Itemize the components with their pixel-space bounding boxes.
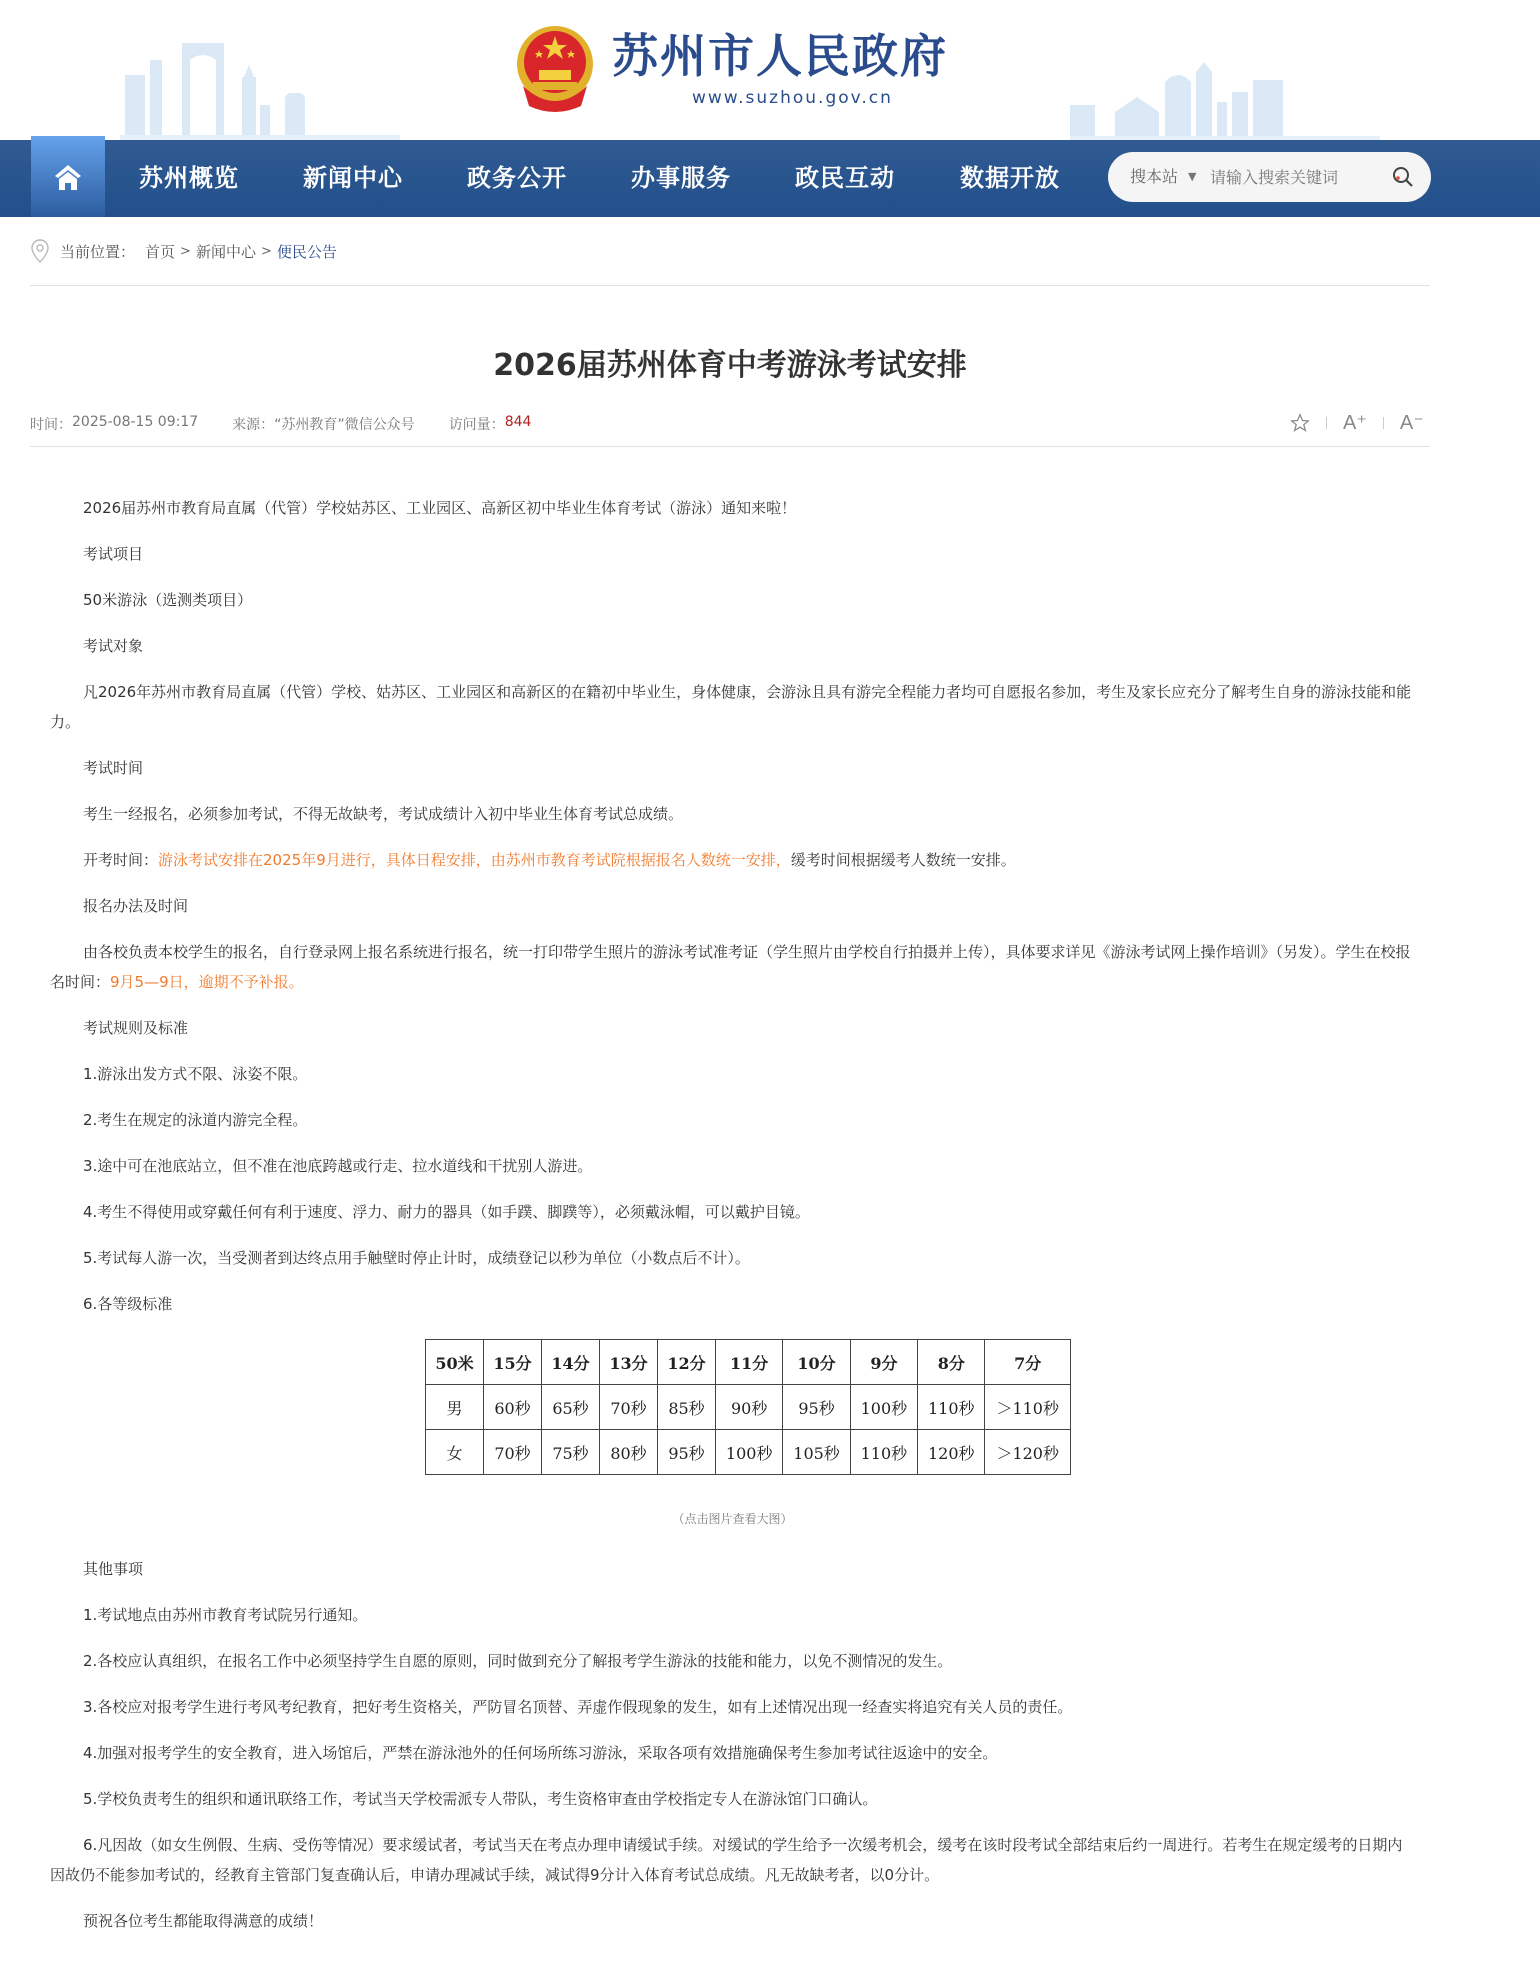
search-input[interactable] xyxy=(1210,162,1390,192)
rule-item: 4.考生不得使用或穿戴任何有利于速度、浮力、耐力的器具（如手蹼、脚蹼等），必须戴泳帽，可以戴护目镜。 xyxy=(83,1203,810,1221)
nav-item-suzhou-overview[interactable]: 苏州概览 xyxy=(139,164,239,192)
breadcrumb-current[interactable]: 便民公告 xyxy=(276,242,337,261)
table-cell: 110秒 xyxy=(850,1430,917,1475)
grade-standard-image[interactable] xyxy=(425,1339,1071,1475)
nav-item-open-data[interactable]: 数据开放 xyxy=(960,164,1060,192)
table-cell: 70秒 xyxy=(600,1385,658,1430)
table-header-cell: 50米 xyxy=(426,1340,484,1385)
table-cell: 男 xyxy=(426,1385,484,1430)
other-item: 5.学校负责考生的组织和通讯联络工作，考试当天学校需派专人带队，考生资格审查由学校指定专人在游泳馆门口确认。 xyxy=(83,1790,878,1808)
tool-divider xyxy=(1383,417,1384,429)
national-emblem-logo xyxy=(515,24,595,112)
other-item: 3.各校应对报考学生进行考风考纪教育，把好考生资格关，严防冒名顶替、弄虚作假现象的发生，如有上述情况出现一经查实将追究有关人员的责任。 xyxy=(83,1698,1073,1716)
other-item: 6.凡因故（如女生例假、生病、受伤等情况）要求缓试者，考试当天在考点办理申请缓试手续。对缓试的学生给予一次缓考机会，缓考在该时段考试全部结束后约一周进行。若考生在规定缓考的日期内因故仍不能参加考试的，经教育主管部门复查确认后，申请办理减试手续，减试得9分计入体育考试总成绩。凡无故缺考者，以0分计。 xyxy=(50,1836,1403,1884)
publish-time: 2025-08-15 09:17 xyxy=(72,414,199,430)
skyline-right-decoration xyxy=(1070,60,1380,140)
article-content-continued xyxy=(50,1504,1415,1952)
table-cell: 100秒 xyxy=(850,1385,917,1430)
table-cell: 70秒 xyxy=(484,1430,542,1475)
search-scope-select[interactable]: 搜本站 xyxy=(1130,167,1179,186)
table-header-cell: 8分 xyxy=(918,1340,985,1385)
section-heading: 报名办法及时间 xyxy=(83,897,189,915)
registration-deadline: 9月5—9日，逾期不予补报。 xyxy=(110,973,304,991)
closing-paragraph: 预祝各位考生都能取得满意的成绩！ xyxy=(83,1912,324,1930)
rule-item: 1.游泳出发方式不限、泳姿不限。 xyxy=(83,1065,308,1083)
home-icon xyxy=(53,163,83,191)
section-heading: 其他事项 xyxy=(83,1560,144,1578)
table-cell: 120秒 xyxy=(918,1430,985,1475)
article-tools xyxy=(1290,410,1424,435)
caret-down-icon[interactable]: ▼ xyxy=(1188,170,1197,183)
table-header-cell: 12分 xyxy=(658,1340,716,1385)
nav-item-interaction[interactable]: 政民互动 xyxy=(795,164,895,192)
section-heading: 考试对象 xyxy=(83,637,144,655)
tool-divider xyxy=(1326,417,1327,429)
table-cell: 110秒 xyxy=(918,1385,985,1430)
font-decrease-button[interactable]: A⁻ xyxy=(1399,412,1424,434)
registration-text: 由各校负责本校学生的报名，自行登录网上报名系统进行报名，统一打印带学生照片的游泳考试准考证（学生照片由学校自行拍摄并上传），具体要求详见《游泳考试网上操作培训》（另发）。学生在校报名时间： xyxy=(50,943,1411,991)
views-label: 访问量： xyxy=(448,417,505,433)
grade-standard-table xyxy=(425,1339,1071,1475)
table-cell: 85秒 xyxy=(658,1385,716,1430)
breadcrumb-separator: > xyxy=(180,243,191,259)
search-box xyxy=(1108,152,1431,202)
rule-item: 6.各等级标准 xyxy=(83,1295,173,1313)
table-header-row xyxy=(426,1340,1071,1385)
breadcrumb-separator: > xyxy=(260,243,272,259)
table-header-cell: 10分 xyxy=(783,1340,850,1385)
star-icon xyxy=(1290,413,1310,433)
table-header-cell: 15分 xyxy=(484,1340,542,1385)
table-cell: ＞110秒 xyxy=(985,1385,1071,1430)
table-row-male xyxy=(426,1385,1071,1430)
table-header-cell: 13分 xyxy=(600,1340,658,1385)
image-caption[interactable]: （点击图片查看大图） xyxy=(672,1512,793,1526)
breadcrumb-home[interactable]: 首页 xyxy=(145,242,176,261)
rule-item: 5.考试每人游一次，当受测者到达终点用手触壁时停止计时，成绩登记以秒为单位（小数点后不计）。 xyxy=(83,1249,750,1267)
table-header-cell: 9分 xyxy=(850,1340,917,1385)
table-cell: ＞120秒 xyxy=(985,1430,1071,1475)
start-time-paragraph xyxy=(50,845,1415,875)
section-heading: 考试时间 xyxy=(83,759,144,777)
time-paragraph: 考生一经报名，必须参加考试，不得无故缺考，考试成绩计入初中毕业生体育考试总成绩。 xyxy=(83,805,684,823)
breadcrumb-news-center[interactable]: 新闻中心 xyxy=(195,242,256,261)
site-header xyxy=(0,0,1540,140)
table-cell: 105秒 xyxy=(783,1430,850,1475)
nav-item-government-affairs[interactable]: 政务公开 xyxy=(467,164,567,192)
table-cell: 100秒 xyxy=(716,1430,783,1475)
table-cell: 90秒 xyxy=(716,1385,783,1430)
table-cell: 65秒 xyxy=(542,1385,600,1430)
main-nav xyxy=(0,140,1540,217)
article-meta xyxy=(30,414,531,434)
font-increase-button[interactable]: A⁺ xyxy=(1343,412,1367,434)
table-cell: 60秒 xyxy=(484,1385,542,1430)
table-header-cell: 14分 xyxy=(542,1340,600,1385)
rule-item: 2.考生在规定的泳道内游完全程。 xyxy=(83,1111,308,1129)
rule-item: 3.途中可在池底站立，但不准在池底跨越或行走、拉水道线和干扰别人游进。 xyxy=(83,1157,593,1175)
table-row-female xyxy=(426,1430,1071,1475)
table-cell: 女 xyxy=(426,1430,484,1475)
source-value: “苏州教育”微信公众号 xyxy=(274,417,415,433)
nav-item-news-center[interactable]: 新闻中心 xyxy=(303,164,403,192)
breadcrumb xyxy=(30,238,337,264)
search-icon[interactable] xyxy=(1391,165,1415,189)
start-highlight: 游泳考试安排在2025年9月进行，具体日程安排，由苏州市教育考试院根据报名人数统一安排， xyxy=(158,851,791,869)
divider xyxy=(30,285,1430,286)
section-heading: 考试规则及标准 xyxy=(83,1019,189,1037)
table-header-cell: 7分 xyxy=(985,1340,1071,1385)
site-url: www.suzhou.gov.cn xyxy=(692,88,893,108)
exam-item: 50米游泳（选测类项目） xyxy=(83,591,253,609)
table-cell: 75秒 xyxy=(542,1430,600,1475)
site-title[interactable]: 苏州市人民政府 xyxy=(612,29,948,83)
favorite-button[interactable] xyxy=(1290,413,1310,433)
section-heading: 考试项目 xyxy=(83,545,144,563)
location-pin-icon xyxy=(30,239,50,263)
nav-item-services[interactable]: 办事服务 xyxy=(631,164,731,192)
time-label: 时间： xyxy=(30,417,72,433)
target-paragraph: 凡2026年苏州市教育局直属（代管）学校、姑苏区、工业园区和高新区的在籍初中毕业生，身体健康，会游泳且具有游完全程能力者均可自愿报名参加，考生及家长应充分了解考生自身的游泳技能和能力。 xyxy=(50,683,1412,731)
other-item: 2.各校应认真组织，在报名工作中必须坚持学生自愿的原则，同时做到充分了解报考学生游泳的技能和能力，以免不测情况的发生。 xyxy=(83,1652,953,1670)
other-item: 4.加强对报考学生的安全教育，进入场馆后，严禁在游泳池外的任何场所练习游泳，采取各项有效措施确保考生参加考试往返途中的安全。 xyxy=(83,1744,998,1762)
table-cell: 95秒 xyxy=(658,1430,716,1475)
divider xyxy=(30,446,1430,447)
views-count: 844 xyxy=(504,414,532,430)
article-content xyxy=(50,488,1415,1335)
registration-paragraph xyxy=(50,937,1415,997)
intro-paragraph: 2026届苏州市教育局直属（代管）学校姑苏区、工业园区、高新区初中毕业生体育考试（游泳）通知来啦！ xyxy=(83,499,797,517)
table-cell: 80秒 xyxy=(600,1430,658,1475)
skyline-left-decoration xyxy=(120,35,400,140)
start-label: 开考时间： xyxy=(83,851,159,869)
table-cell: 95秒 xyxy=(783,1385,850,1430)
start-rest: 缓考时间根据缓考人数统一安排。 xyxy=(790,851,1016,869)
other-item: 1.考试地点由苏州市教育考试院另行通知。 xyxy=(83,1606,368,1624)
table-header-cell: 11分 xyxy=(716,1340,783,1385)
article-title: 2026届苏州体育中考游泳考试安排 xyxy=(493,348,967,383)
breadcrumb-prefix: 当前位置： xyxy=(60,242,136,261)
nav-home-button[interactable] xyxy=(31,136,105,217)
source-label: 来源： xyxy=(232,417,275,433)
